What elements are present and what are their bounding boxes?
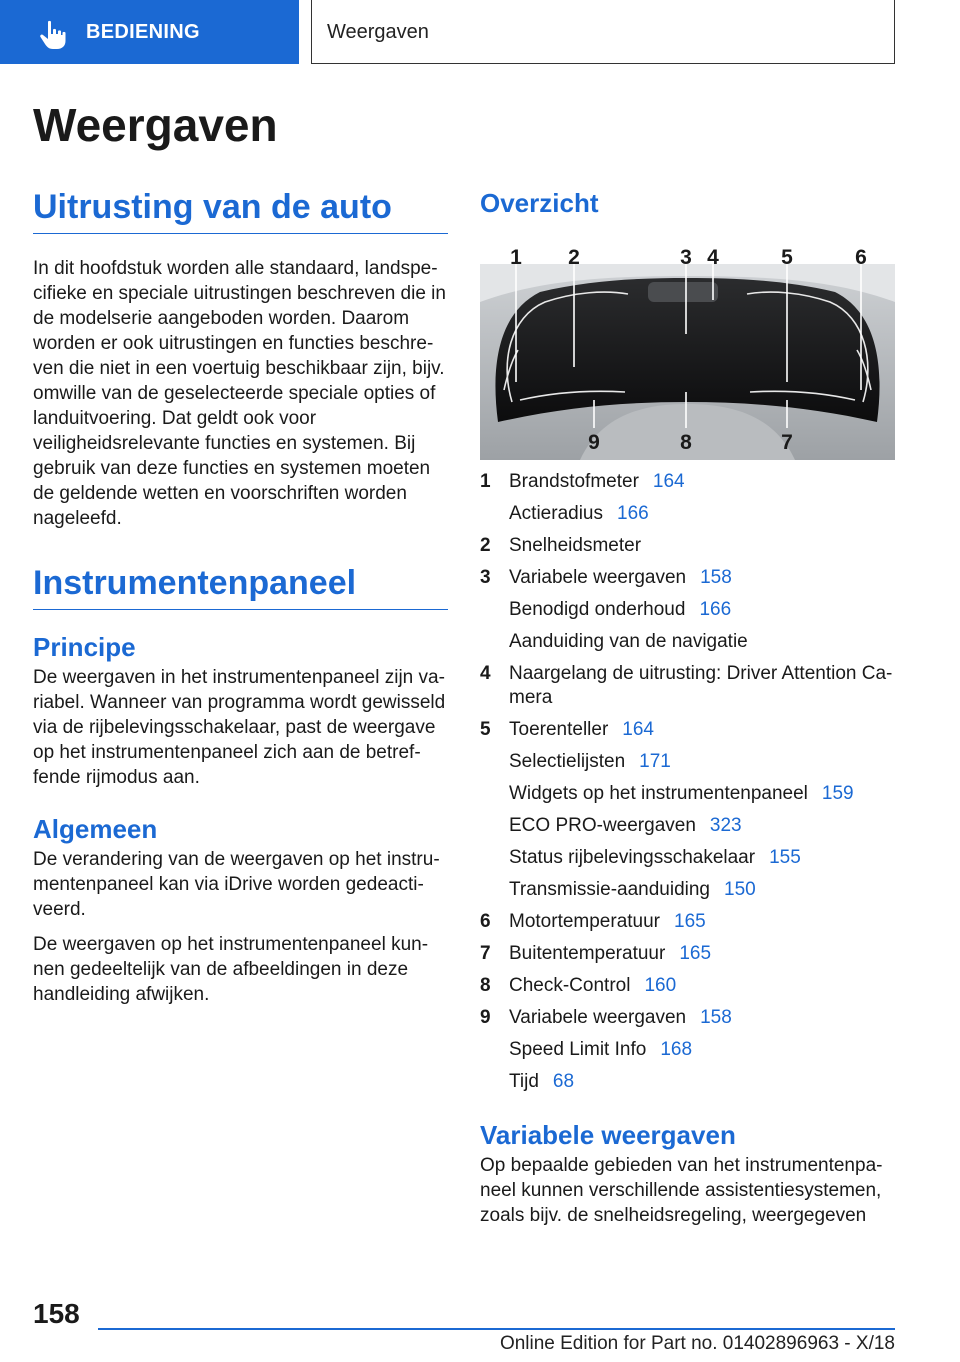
page-number: 158: [33, 1298, 80, 1329]
legend-label: Tijd: [509, 1071, 539, 1092]
edition-info: Online Edition for Part no. 01402896963 - X/18: [499, 1333, 895, 1354]
page-reference-link[interactable]: 164: [622, 719, 654, 740]
footer-divider: [98, 1328, 895, 1330]
legend-number: 3: [480, 567, 491, 588]
page-title: Weergaven: [33, 99, 278, 151]
breadcrumb-text: Weergaven: [327, 21, 429, 43]
legend-number: 9: [480, 1007, 491, 1028]
figure-label-7: 7: [781, 431, 793, 454]
legend-label: Snelheidsmeter: [509, 535, 642, 556]
figure-label-3: 3: [680, 246, 692, 269]
legend-item: [480, 1070, 895, 1094]
legend-label: Variabele weergaven: [509, 567, 687, 588]
page-reference-link[interactable]: 164: [652, 471, 685, 492]
legend-item: [480, 502, 895, 526]
legend-label: Status rijbelevingsschakelaar: [509, 847, 756, 868]
page-reference-link[interactable]: 168: [660, 1039, 693, 1060]
page-reference-link[interactable]: 158: [700, 1007, 732, 1028]
legend-label: Transmissie-aanduiding: [509, 879, 711, 900]
paragraph-variable-displays: Op bepaalde gebieden van het instrumentenpaneel kunnen verschillende assistentiesystemen, zoals bijv. de snelheidsregeling, weergegeven: [480, 1155, 883, 1226]
page-reference-link[interactable]: 323: [709, 815, 742, 836]
figure-label-6: 6: [855, 246, 867, 269]
legend-item: [480, 1038, 895, 1062]
instrument-panel-figure: [480, 242, 895, 460]
legend-item: [480, 598, 895, 622]
legend-label: Buitentemperatuur: [509, 943, 666, 964]
paragraph-equipment: In dit hoofdstuk worden alle standaard, landspecifieke en speciale uitrustingen beschreven die in de modelserie aangeboden worden. Daarom worden er ook uitrustingen en functies beschreven die niet in een voertuig beschikbaar zijn, bijv. omwille van de geselecteerde speciale opties of landuitvoering. Dat geldt ook voor veiligheidsrelevante functies en systemen. Bij gebruik van deze functies en systemen moeten de geldende wetten en voorschriften worden nageleefd.: [33, 258, 446, 529]
figure-legend: [480, 470, 895, 1228]
legend-number: 1: [480, 471, 491, 492]
figure-label-4: 4: [707, 246, 719, 269]
legend-label: Selectielijsten: [509, 751, 626, 772]
heading-instrument-panel: Instrumentenpaneel: [33, 564, 448, 610]
legend-item: [480, 942, 895, 966]
legend-number: 7: [480, 943, 491, 964]
page-reference-link[interactable]: 166: [617, 503, 649, 524]
hand-pointer-icon: [36, 18, 70, 52]
heading-overview: Overzicht: [480, 188, 599, 218]
page-reference-link[interactable]: 160: [644, 975, 677, 996]
legend-item: [480, 662, 895, 710]
page-reference-link[interactable]: 165: [679, 943, 712, 964]
page-reference-link[interactable]: 159: [821, 783, 854, 804]
section-tab[interactable]: [0, 0, 299, 64]
legend-item: [480, 534, 895, 558]
legend-item: [480, 846, 895, 870]
legend-label: Actieradius: [509, 503, 603, 524]
figure-label-9: 9: [588, 431, 600, 454]
legend-number: 2: [480, 535, 491, 556]
legend-label: Brandstofmeter: [509, 471, 639, 492]
legend-label: Variabele weergaven: [509, 1007, 687, 1028]
legend-item: [480, 782, 895, 806]
page-reference-link[interactable]: 155: [769, 847, 801, 868]
legend-number: 5: [480, 719, 491, 740]
heading-general: Algemeen: [33, 814, 158, 844]
legend-item: [480, 878, 895, 902]
legend-number: 6: [480, 911, 491, 932]
legend-item: [480, 630, 895, 654]
legend-number: 8: [480, 975, 491, 996]
heading-equipment: Uitrusting van de auto: [33, 188, 448, 234]
legend-label: Check-Control: [509, 975, 631, 996]
legend-item: [480, 814, 895, 838]
figure-label-5: 5: [781, 246, 793, 269]
legend-item: [480, 750, 895, 774]
legend-item: [480, 718, 895, 742]
legend-label: Toerenteller: [509, 719, 609, 740]
heading-principle: Principe: [33, 632, 136, 662]
legend-label: ECO PRO-weergaven: [509, 815, 696, 836]
page-reference-link[interactable]: 150: [724, 879, 756, 900]
legend-number: 4: [480, 663, 491, 684]
figure-label-8: 8: [680, 431, 692, 454]
paragraph-principle: De weergaven in het instrumentenpaneel zijn variabel. Wanneer van programma wordt gewisseld via de rijbelevingsschakelaar, past de weergave op het instrumentenpaneel zich aan de betreffende rijmodus aan.: [33, 667, 446, 788]
legend-label: Aanduiding van de navigatie: [509, 631, 748, 652]
section-label: BEDIENING: [86, 21, 200, 43]
right-column: [480, 188, 895, 219]
legend-item: [480, 910, 895, 934]
figure-label-1: 1: [510, 246, 522, 269]
left-column: [33, 188, 448, 1007]
page-reference-link[interactable]: 165: [674, 911, 706, 932]
legend-label: Speed Limit Info: [509, 1039, 647, 1060]
figure-label-2: 2: [568, 246, 580, 269]
legend-item: [480, 566, 895, 590]
paragraph-general-2: De weergaven op het instrumentenpaneel kunnen gedeeltelijk van de afbeeldingen in deze handleiding afwijken.: [33, 934, 429, 1005]
legend-label: Benodigd onderhoud: [509, 599, 686, 620]
legend-item: [480, 974, 895, 998]
heading-variable-displays: Variabele weergaven: [480, 1120, 736, 1150]
page-reference-link[interactable]: 166: [699, 599, 732, 620]
legend-item: [480, 1006, 895, 1030]
legend-item: [480, 470, 895, 494]
paragraph-general-1: De verandering van de weergaven op het instrumentenpaneel kan via iDrive worden gedeactiveerd.: [33, 849, 440, 920]
legend-label: Naargelang de uitrusting: Driver Attention Camera: [509, 663, 893, 708]
page-reference-link[interactable]: 158: [700, 567, 732, 588]
page-reference-link[interactable]: 171: [639, 751, 671, 772]
breadcrumb: [311, 0, 895, 64]
page-reference-link[interactable]: 68: [552, 1071, 575, 1092]
legend-label: Widgets op het instrumentenpaneel: [509, 783, 808, 804]
legend-label: Motortemperatuur: [509, 911, 661, 932]
